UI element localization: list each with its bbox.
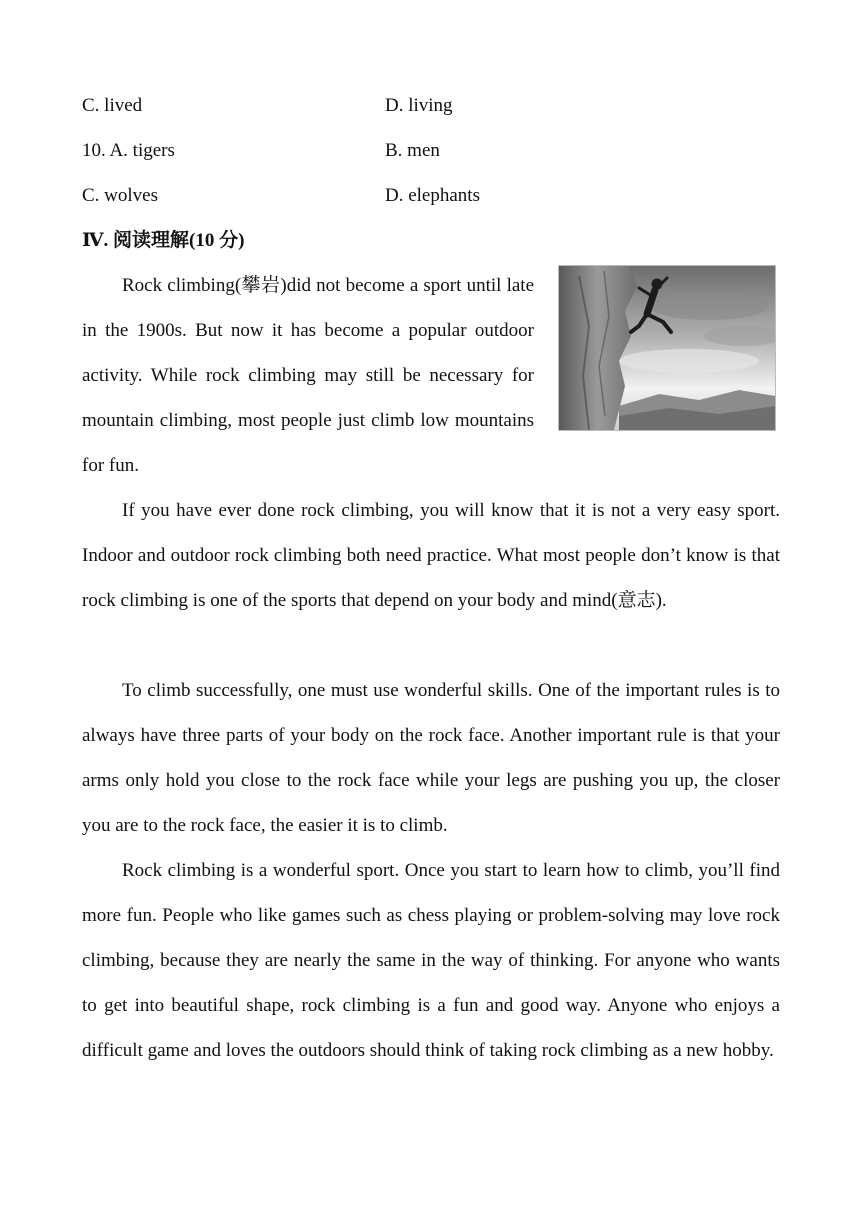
passage-paragraph-4: Rock climbing is a wonderful sport. Once you start to learn how to climb, you’ll find more fun. People who like games such as chess playing or problem-solving may love rock climbing, because they are nearly the same in the way of thinking. For anyone who wants to get into beautiful shape, rock climbing is a fun and good way. Anyone who enjoys a difficult game and loves the outdoors should think of taking rock climbing as a new hobby. <box>82 860 780 1061</box>
option-d: D. elephants <box>385 185 480 206</box>
option-c: C. wolves <box>82 185 158 206</box>
option-b: B. men <box>385 140 440 161</box>
passage-paragraph-1: Rock climbing(攀岩)did not become a sport until late in the 1900s. But now it has become a popular outdoor activity. While rock climbing may still be necessary for mountain climbing, most people just climb low mountains for fun. <box>82 275 534 476</box>
option-d: D. living <box>385 95 453 116</box>
rock-climber-photo <box>558 265 776 431</box>
option-a: 10. A. tigers <box>82 140 175 161</box>
passage-paragraph-2: If you have ever done rock climbing, you will know that it is not a very easy sport. Indoor and outdoor rock climbing both need practice. What most people don’t know is that rock climbing is one of the sports that depend on your body and mind(意志). <box>82 500 780 611</box>
option-row <box>82 173 780 218</box>
option-row <box>82 128 780 173</box>
section-heading: Ⅳ. 阅读理解(10 分) <box>82 230 245 251</box>
option-c: C. lived <box>82 95 143 116</box>
passage-paragraph-3: To climb successfully, one must use wonderful skills. One of the important rules is to always have three parts of your body on the rock face. Another important rule is that your arms only hold you close to the rock face while your legs are pushing you up, the closer you are to the rock face, the easier it is to climb. <box>82 680 780 836</box>
rock-climber-illustration <box>559 266 775 430</box>
option-row <box>82 83 780 128</box>
